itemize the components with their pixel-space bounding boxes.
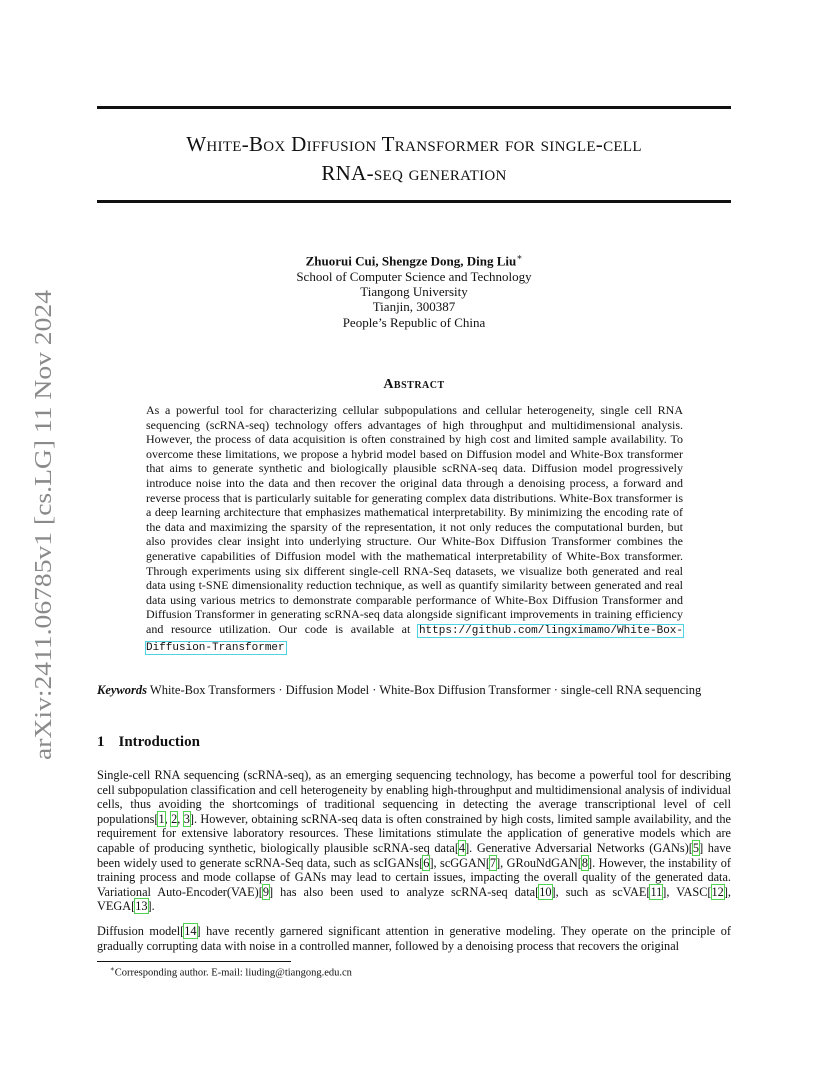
footnote-rule bbox=[97, 961, 291, 962]
paragraph-text: ] has also been used to analyze scRNA-seq data[ bbox=[269, 884, 540, 899]
keywords-label: Keywords bbox=[97, 683, 147, 697]
affiliation-line-1: School of Computer Science and Technology bbox=[296, 268, 532, 284]
affiliation-line-2: Tiangong University bbox=[360, 283, 468, 299]
abstract-body bbox=[146, 403, 683, 655]
citation-link[interactable]: 1 bbox=[158, 811, 165, 826]
citation-link[interactable]: 10 bbox=[539, 884, 552, 899]
author-names bbox=[97, 250, 731, 269]
citation-link[interactable]: 2 bbox=[171, 811, 178, 826]
affiliation-line-4: People’s Republic of China bbox=[342, 314, 486, 330]
title-rule-bottom bbox=[97, 200, 731, 203]
paragraph-text: ]. However, obtaining scRNA-seq data is often constrained by high costs, limited sample availability, and the requirement for extensive laboratory resources. These limitations stimulate the application of generative models which are capable of producing synthetic, biologically plausible scRNA-seq data[ bbox=[97, 811, 731, 855]
paragraph-text: ], VEGA[ bbox=[97, 884, 731, 914]
citation-link[interactable]: 5 bbox=[692, 840, 700, 855]
paragraph-text: , bbox=[164, 811, 172, 826]
corresponding-mark: ∗ bbox=[516, 252, 523, 262]
citation-link[interactable]: 14 bbox=[184, 924, 197, 938]
title-line-2: RNA-seq generation bbox=[321, 161, 507, 185]
abstract-heading: Abstract bbox=[383, 377, 445, 392]
title-rule-top bbox=[97, 106, 731, 109]
intro-paragraph-1 bbox=[97, 768, 731, 914]
author-block bbox=[97, 250, 731, 330]
citation-link[interactable]: 6 bbox=[423, 855, 430, 870]
keywords bbox=[97, 683, 731, 699]
code-repository-link[interactable]: https://github.com/lingximamo/White-Box-Diffusion-Transformer bbox=[146, 624, 683, 654]
citation-link[interactable]: 13 bbox=[135, 899, 148, 914]
paragraph-text: , bbox=[177, 811, 184, 826]
paragraph-text: Single-cell RNA sequencing (scRNA-seq), as an emerging sequencing technology, has become a powerful tool for describing cell subpopulation classification and cell heterogeneity by enabling high-throughput and multidimensional analysis of individual cells, thus avoiding the shortcomings of traditional sequencing in detecting the average transcriptional level of cell populations[ bbox=[97, 768, 731, 826]
section-number: 1 bbox=[97, 734, 105, 750]
arxiv-stamp bbox=[27, 285, 57, 760]
citation-link[interactable]: 4 bbox=[458, 840, 466, 855]
citation-link[interactable]: 11 bbox=[650, 884, 663, 899]
paper-title bbox=[97, 130, 731, 188]
paragraph-text: Diffusion model[ bbox=[97, 924, 185, 938]
citation-link[interactable]: 8 bbox=[581, 855, 588, 870]
abstract-text: As a powerful tool for characterizing cellular subpopulations and cellular heterogeneity, single cell RNA sequencing (scRNA-seq) technology offers advantages of high throughput and multidimensional analysis. However, the process of data acquisition is often constrained by high cost and limited sample availability. To overcome these limitations, we propose a hybrid model based on Diffusion model and White-Box transformer that aims to generate synthetic and biologically plausible scRNA-seq data. Diffusion model progressively introduce noise into the data and then recover the original data through a denoising process, a forward and reverse process that is particularly suitable for generating complex data distributions. White-Box transformer is a deep learning architecture that emphasizes mathematical interpretability. By minimizing the encoding rate of the data and maximizing the sparsity of the representation, it not only reduces the computational burden, but also provides clear insight into underlying structure. Our White-Box Diffusion Transformer combines the generative capabilities of Diffusion model with the mathematical interpretability of White-Box transformer. Through experiments using six different single-cell RNA-Seq datasets, we visualize both generated and real data using t-SNE dimensionality reduction technique, as well as quantify similarity between generated and real data using various metrics to demonstrate comparable performance of White-Box Diffusion Transformer and Diffusion Transformer in generating scRNA-seq data alongside significant improvements in training efficiency and resource utilization. Our code is available at bbox=[146, 403, 683, 636]
footnote-mark: ∗ bbox=[110, 965, 115, 973]
paragraph-text: ], scGGAN[ bbox=[429, 855, 490, 870]
paragraph-text: ]. bbox=[147, 899, 155, 914]
section-title: Introduction bbox=[118, 734, 200, 750]
paragraph-text: ], GRouNdGAN[ bbox=[496, 855, 582, 870]
paragraph-text: ]. However, the instability of training process and mode collapse of GANs may lead to certain issues, impacting the overall quality of the generated data. Variational Auto-Encoder(VAE)[ bbox=[97, 855, 731, 899]
paragraph-text: ]. Generative Adversarial Networks (GANs)[ bbox=[465, 840, 693, 855]
citation-link[interactable]: 9 bbox=[262, 884, 270, 899]
title-line-1: White-Box Diffusion Transformer for single-cell bbox=[186, 132, 642, 156]
affiliation-line-3: Tianjin, 300387 bbox=[372, 299, 456, 315]
keywords-text: White-Box Transformers · Diffusion Model · White-Box Diffusion Transformer · single-cell RNA sequencing bbox=[149, 683, 702, 697]
citation-link[interactable]: 7 bbox=[489, 855, 497, 870]
arxiv-identifier: arXiv:2411.06785v1 [cs.LG] 11 Nov 2024 bbox=[30, 342, 57, 760]
intro-paragraph-2 bbox=[97, 924, 731, 953]
footnote bbox=[110, 963, 352, 980]
footnote-text: Corresponding author. E-mail: liuding@tiangong.edu.cn bbox=[114, 967, 352, 979]
citation-link[interactable]: 12 bbox=[711, 884, 724, 899]
author-names-text: Zhuorui Cui, Shengze Dong, Ding Liu bbox=[305, 253, 517, 269]
paragraph-text: ] have recently garnered significant attention in generative modeling. They operate on the principle of gradually corrupting data with noise in a controlled manner, followed by a denoising process that recovers the original bbox=[97, 924, 731, 953]
section-heading bbox=[97, 734, 200, 751]
citation-link[interactable]: 3 bbox=[183, 811, 190, 826]
paragraph-text: ], VASC[ bbox=[662, 884, 712, 899]
paragraph-text: ] have been widely used to generate scRNA-Seq data, such as scIGANs[ bbox=[97, 840, 731, 870]
paragraph-text: ], such as scVAE[ bbox=[551, 884, 651, 899]
